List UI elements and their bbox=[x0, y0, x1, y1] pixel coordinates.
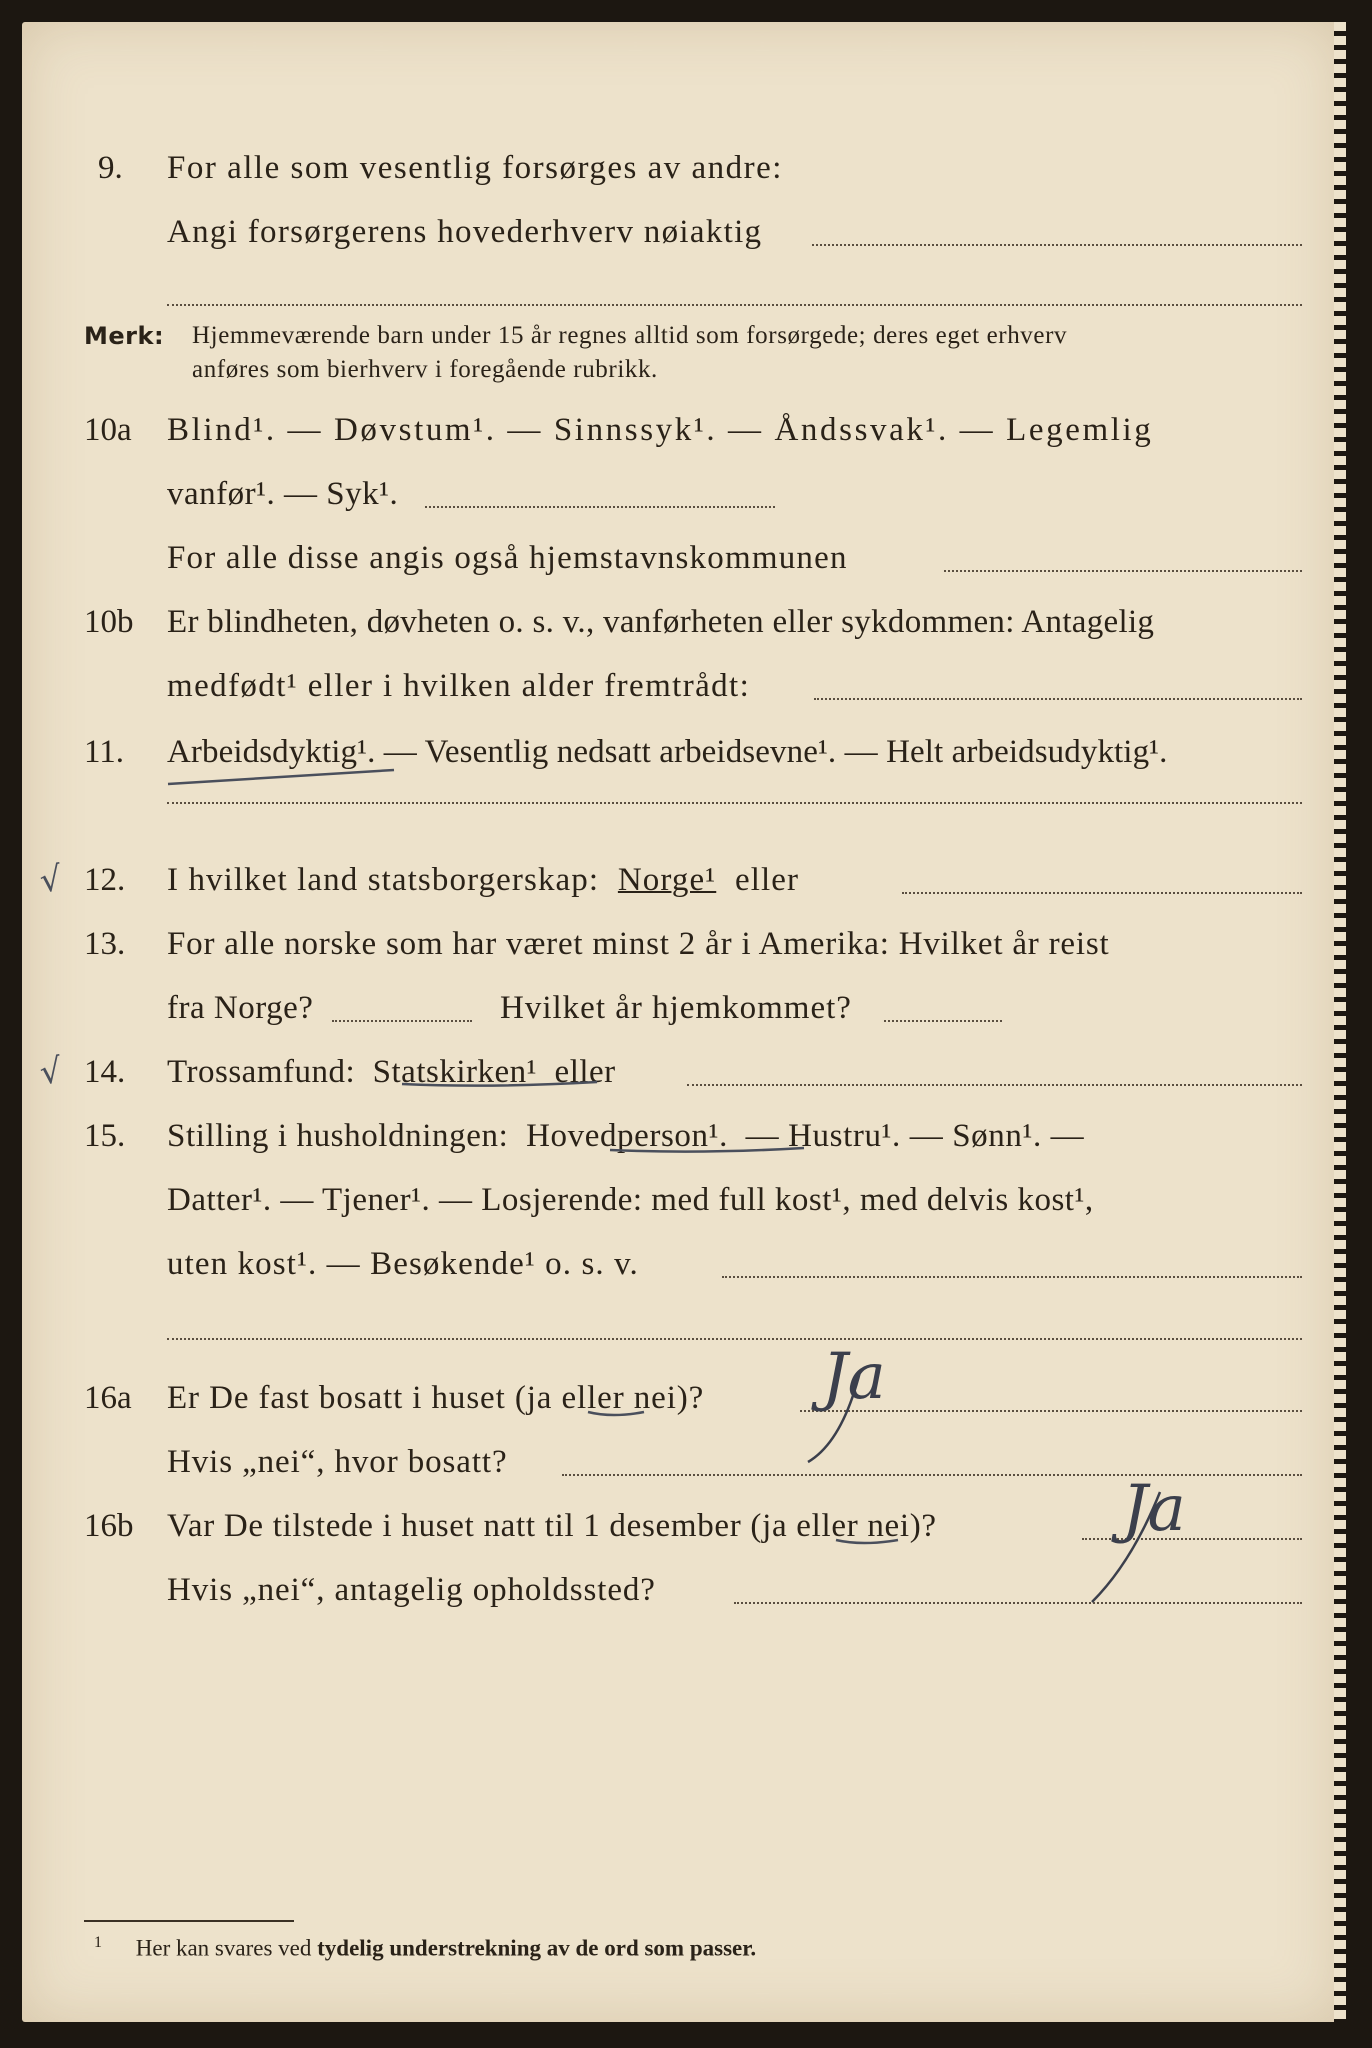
q10b-answer-line[interactable] bbox=[814, 698, 1302, 700]
q16a-handwritten-answer: Ja bbox=[822, 1340, 886, 1414]
q9-line2: Angi forsørgerens hovederhverv nøiaktig bbox=[167, 214, 763, 250]
q15-line1 bbox=[167, 1118, 1084, 1155]
merk-label: Merk: bbox=[84, 322, 165, 350]
q13-line2b: Hvilket år hjemkommet? bbox=[500, 990, 852, 1026]
q15-number: 15. bbox=[84, 1118, 126, 1154]
q9-answer-line-2[interactable] bbox=[167, 304, 1302, 306]
q15-line2: Datter¹. — Tjener¹. — Losjerende: med full kost¹, med delvis kost¹, bbox=[167, 1182, 1094, 1218]
merk-line1: Hjemmeværende barn under 15 år regnes alltid som forsørgede; deres eget erhverv bbox=[192, 322, 1068, 349]
q10b-line1: Er blindheten, døvheten o. s. v., vanførheten eller sykdommen: Antagelig bbox=[167, 604, 1155, 640]
q13-return-line[interactable] bbox=[884, 1020, 1002, 1022]
q14-option-statskirken[interactable]: Statskirken¹ bbox=[372, 1054, 538, 1090]
q14-eller: eller bbox=[554, 1054, 616, 1090]
q16b-handwritten-answer: Ja bbox=[1122, 1472, 1186, 1546]
q10a-hometown-line[interactable] bbox=[944, 570, 1302, 572]
q16b-answer-line[interactable] bbox=[1082, 1538, 1302, 1540]
census-form-page bbox=[22, 22, 1340, 2022]
q16b-number: 16b bbox=[84, 1508, 134, 1544]
q14-text bbox=[167, 1054, 616, 1091]
q16b-location-line[interactable] bbox=[734, 1602, 1302, 1604]
q13-line2a: fra Norge? bbox=[167, 990, 314, 1026]
q10a-line3: For alle disse angis også hjemstavnskommunen bbox=[167, 540, 848, 576]
q15-question: Stilling i husholdningen: bbox=[167, 1118, 509, 1154]
q13-departure-line[interactable] bbox=[332, 1020, 472, 1022]
footnote-rule bbox=[84, 1920, 294, 1922]
q10b-number: 10b bbox=[84, 604, 134, 640]
q9-answer-line[interactable] bbox=[812, 244, 1302, 246]
checkmark-q12: √ bbox=[37, 858, 65, 902]
q15-other-options: — Hustru¹. — Sønn¹. — bbox=[745, 1118, 1085, 1154]
footnote bbox=[94, 1934, 757, 1962]
q12-option-norge[interactable]: Norge¹ bbox=[617, 862, 717, 898]
q12-answer-line[interactable] bbox=[902, 892, 1302, 894]
q9-line1: For alle som vesentlig forsørges av andre: bbox=[167, 150, 783, 186]
q10a-answer-line[interactable] bbox=[425, 506, 775, 508]
q16b-line2: Hvis „nei“, antagelig opholdssted? bbox=[167, 1572, 656, 1608]
q13-number: 13. bbox=[84, 926, 126, 962]
q10a-number: 10a bbox=[84, 412, 132, 448]
q16a-line2: Hvis „nei“, hvor bosatt? bbox=[167, 1444, 508, 1480]
q16a-address-line[interactable] bbox=[562, 1474, 1302, 1476]
q12-eller: eller bbox=[734, 862, 800, 898]
q11-underline-stroke bbox=[168, 770, 394, 784]
q12-text bbox=[167, 862, 799, 899]
q16a-number: 16a bbox=[84, 1380, 132, 1416]
q11-number: 11. bbox=[84, 734, 125, 770]
q10a-line1: Blind¹. — Døvstum¹. — Sinnssyk¹. — Åndssvak¹. — Legemlig bbox=[167, 412, 1154, 448]
checkmark-q14: √ bbox=[37, 1050, 65, 1094]
merk-line2: anføres som bierhverv i foregående rubrikk. bbox=[192, 356, 658, 383]
torn-edge bbox=[1334, 22, 1346, 2022]
q16a-line1: Er De fast bosatt i huset (ja eller nei)? bbox=[167, 1380, 705, 1416]
q16b-line1: Var De tilstede i huset natt til 1 desember (ja eller nei)? bbox=[167, 1508, 937, 1544]
q12-number: 12. bbox=[84, 862, 126, 898]
q10a-line2: vanfør¹. — Syk¹. bbox=[167, 476, 399, 512]
q15-answer-line[interactable] bbox=[722, 1276, 1302, 1278]
q11-line1: Arbeidsdyktig¹. — Vesentlig nedsatt arbeidsevne¹. — Helt arbeidsudyktig¹. bbox=[167, 734, 1168, 770]
q14-question: Trossamfund: bbox=[167, 1054, 356, 1090]
q14-answer-line[interactable] bbox=[687, 1084, 1302, 1086]
q15-line3: uten kost¹. — Besøkende¹ o. s. v. bbox=[167, 1246, 639, 1282]
footnote-mark: 1 bbox=[94, 1934, 102, 1951]
q13-line1: For alle norske som har været minst 2 år i Amerika: Hvilket år reist bbox=[167, 926, 1110, 962]
q11-answer-line[interactable] bbox=[167, 802, 1302, 804]
q12-question: I hvilket land statsborgerskap: bbox=[167, 862, 600, 898]
q14-number: 14. bbox=[84, 1054, 126, 1090]
q9-number: 9. bbox=[98, 150, 123, 186]
footnote-text: Her kan svares ved bbox=[135, 1935, 312, 1961]
q15-answer-line-2[interactable] bbox=[167, 1338, 1302, 1340]
q15-option-hovedperson[interactable]: Hovedperson¹. bbox=[526, 1118, 728, 1154]
footnote-bold-text: tydelig understrekning av de ord som passer. bbox=[317, 1935, 757, 1961]
q10b-line2: medfødt¹ eller i hvilken alder fremtrådt: bbox=[167, 668, 751, 704]
